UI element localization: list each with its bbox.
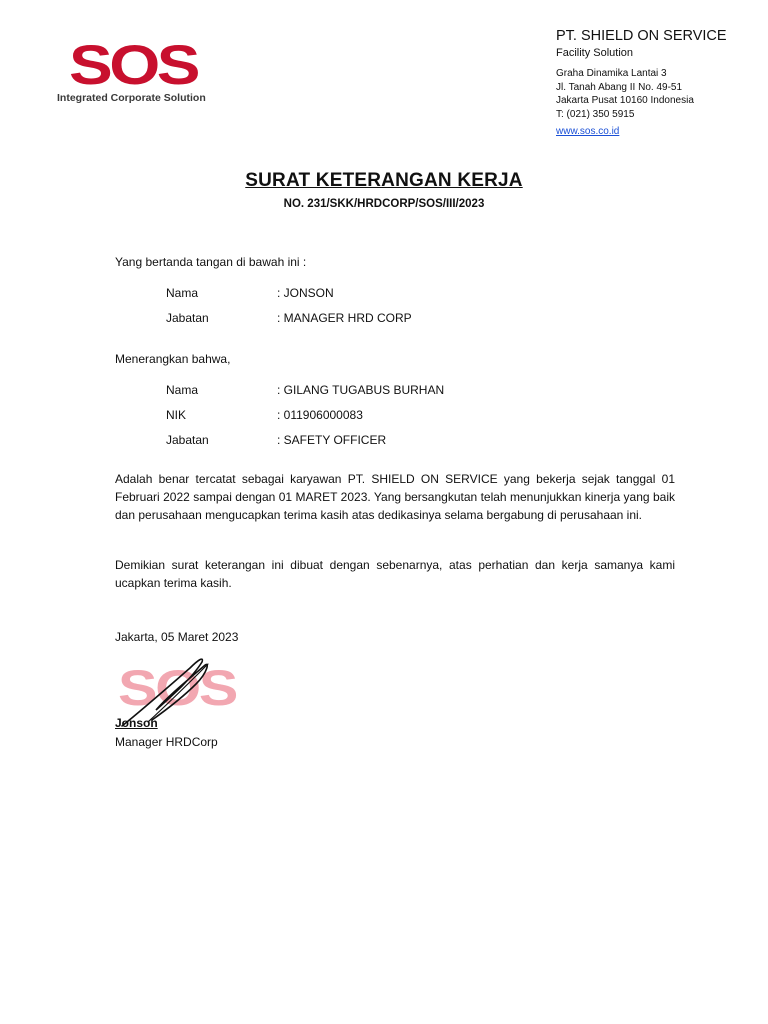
intro-text: Yang bertanda tangan di bawah ini : [115,255,307,269]
field-label: Nama [166,383,199,397]
company-logo [55,40,225,108]
field-label: Jabatan [166,433,209,447]
field-value: : 011906000083 [277,408,363,422]
place-date: Jakarta, 05 Maret 2023 [115,630,239,644]
company-address [556,67,756,121]
field-label: Nama [166,286,199,300]
address-line: Jl. Tanah Abang II No. 49-51 [556,81,683,93]
field-label: NIK [166,408,187,422]
address-line: Jakarta Pusat 10160 Indonesia [556,95,694,106]
signer-name: Jonson [115,716,158,730]
body-paragraph-1: Adalah benar tercatat sebagai karyawan PT. SHIELD ON SERVICE yang bekerja sejak tanggal 01 Februari 2022 sampai dengan 01 MARET 2023. Yang bersangkutan telah menunjukkan kinerja yang baik dan perusahaan mengucapkan terima kasih atas dedikasinya selama bergabung di perusahaan ini. [115,472,675,522]
sos-logo-mark [55,40,225,92]
document-title: SURAT KETERANGAN KERJA [245,170,523,191]
logo-text: SOS [69,40,199,92]
phone-line: T: (021) 350 5915 [556,108,635,120]
signer-title: Manager HRDCorp [115,735,218,749]
website-link[interactable]: www.sos.co.id [556,126,620,137]
states-text: Menerangkan bahwa, [115,352,231,366]
field-value: : JONSON [277,286,334,300]
stamp-text: SOS [118,660,237,716]
field-value: : SAFETY OFFICER [277,433,387,447]
company-info [556,28,756,139]
logo-tagline: Integrated Corporate Solution [57,92,206,104]
field-value: : GILANG TUGABUS BURHAN [277,383,445,397]
address-line: Graha Dinamika Lantai 3 [556,68,667,79]
document-number: NO. 231/SKK/HRDCORP/SOS/III/2023 [283,198,485,210]
document-heading [0,170,768,210]
company-subtitle: Facility Solution [556,47,634,59]
body-paragraph-2: Demikian surat keterangan ini dibuat dengan sebenarnya, atas perhatian dan kerja samanya kami ucapkan terima kasih. [115,558,675,590]
field-value: : MANAGER HRD CORP [277,311,412,325]
field-label: Jabatan [166,311,209,325]
company-name: PT. SHIELD ON SERVICE [556,28,727,44]
